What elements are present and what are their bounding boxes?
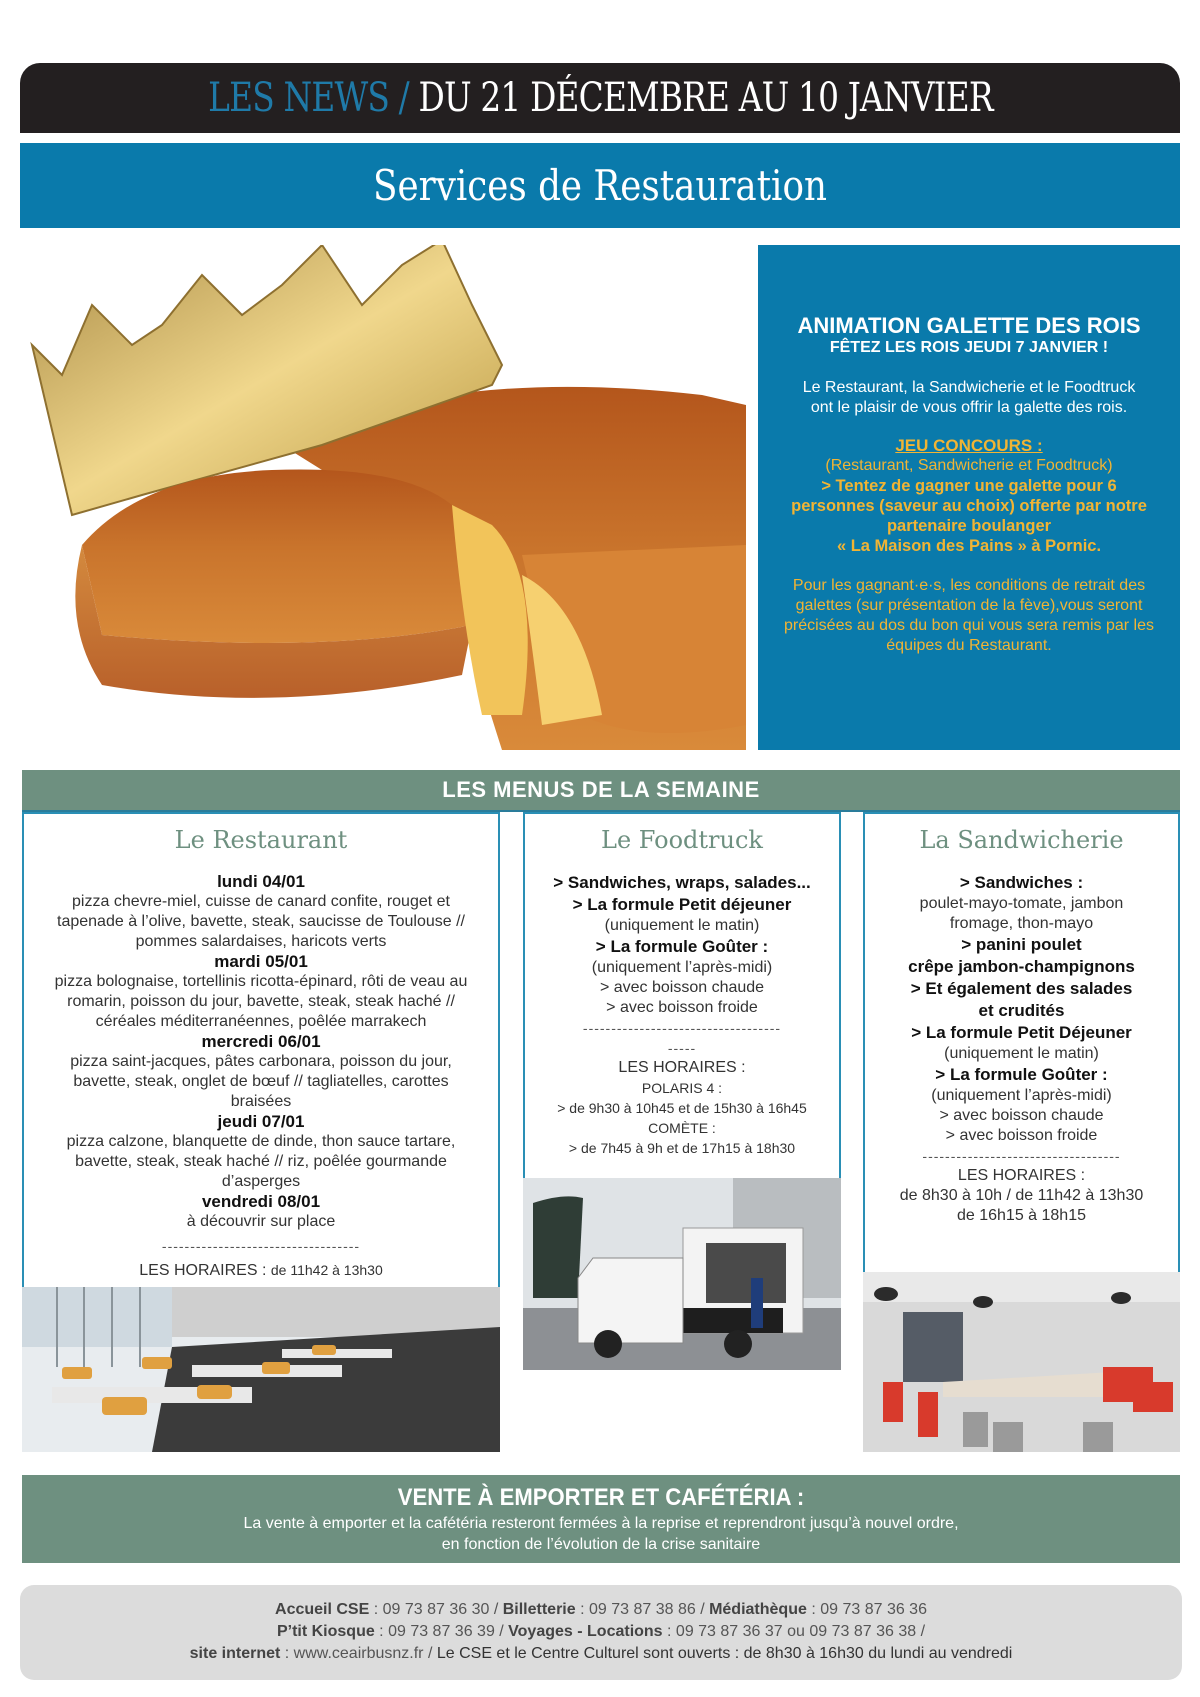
galette-promo-box: [758, 245, 1180, 750]
sandwicherie-note: (uniquement l’après-midi): [931, 1087, 1112, 1104]
foodtruck-image-icon: [523, 1178, 841, 1370]
menus-band-title: LES MENUS DE LA SEMAINE: [442, 777, 760, 802]
foodtruck-note: > avec boisson froide: [606, 999, 758, 1016]
accueil-phone: : 09 73 87 36 30 /: [369, 1601, 503, 1618]
promo-subtitle: FÊTEZ LES ROIS JEUDI 7 JANVIER !: [829, 339, 1109, 356]
sandwicherie-title: La Sandwicherie: [919, 826, 1124, 854]
restaurant-title: Le Restaurant: [174, 826, 348, 854]
dashed-separator: -----------------------------------: [161, 1238, 361, 1254]
day-label: mardi 05/01: [214, 952, 308, 971]
section-title: Services de Restauration: [373, 161, 827, 210]
sandwicherie-item: et crudités: [978, 1001, 1065, 1020]
sandwicherie-note: (uniquement le matin): [944, 1045, 1099, 1062]
sandwicherie-note: poulet-mayo-tomate, jambon: [919, 895, 1124, 912]
voyages-phone: : 09 73 87 36 37 ou 09 73 87 36 38 /: [662, 1623, 926, 1640]
day-menu: pizza chevre-miel, cuisse de canard confite, rouget et tapenade à l’olive, bavette, steak, saucisse de Toulouse // pommes salardaises, haricots verts: [57, 893, 465, 950]
kiosque-phone: : 09 73 87 36 39 /: [374, 1623, 509, 1640]
restaurant-room-image-icon: [22, 1287, 500, 1452]
restaurant-photo: [22, 1287, 500, 1452]
foodtruck-photo: [523, 1178, 841, 1370]
voyages-label: Voyages - Locations: [508, 1623, 663, 1640]
sandwicherie-hours: de 8h30 à 10h / de 11h42 à 13h30: [899, 1187, 1144, 1204]
restaurant-column: [22, 812, 500, 1289]
sandwicherie-note: fromage, thon-mayo: [949, 915, 1094, 932]
billetterie-phone: : 09 73 87 38 86 /: [575, 1601, 710, 1618]
restaurant-day: [24, 1032, 498, 1112]
promo-title: ANIMATION GALETTE DES ROIS: [797, 313, 1141, 338]
day-menu: pizza saint-jacques, pâtes carbonara, poisson du jour, bavette, steak, onglet de bœuf // tagliatelles, carottes braisées: [70, 1053, 452, 1110]
kiosque-label: P’tit Kiosque: [276, 1623, 375, 1640]
sandwicherie-note: > avec boisson chaude: [939, 1107, 1104, 1124]
sandwicherie-item: > Et également des salades: [910, 979, 1133, 998]
billetterie-label: Billetterie: [502, 1601, 576, 1618]
restaurant-day: [24, 1112, 498, 1192]
menus-band: [22, 770, 1180, 812]
galette-photo: [22, 245, 746, 750]
foodtruck-site-hours: > de 9h30 à 10h45 et de 15h30 à 16h45: [557, 1100, 807, 1116]
footer-line: [20, 1643, 1182, 1665]
restaurant-day: [24, 1192, 498, 1232]
footer-line: [20, 1599, 1182, 1621]
hours-label: LES HORAIRES :: [139, 1262, 267, 1279]
vente-text: La vente à emporter et la cafétéria resteront fermées à la reprise et reprendront jusqu’à nouvel ordre,: [243, 1515, 959, 1532]
contest-line: partenaire boulanger: [886, 517, 1052, 535]
dashed-separator: -----------------------------------: [922, 1148, 1121, 1164]
day-label: lundi 04/01: [217, 872, 305, 891]
mediatheque-label: Médiathèque: [709, 1601, 807, 1618]
foodtruck-note: (uniquement l’après-midi): [591, 959, 773, 976]
sandwicherie-item: > panini poulet: [961, 935, 1082, 954]
sandwicherie-item: crêpe jambon-champignons: [908, 957, 1135, 976]
sandwicherie-note: > avec boisson froide: [945, 1127, 1098, 1144]
sandwicherie-item: > La formule Petit Déjeuner: [911, 1023, 1132, 1042]
foodtruck-column: [523, 812, 841, 1180]
mediatheque-phone: : 09 73 87 36 36: [806, 1601, 927, 1618]
foodtruck-item: > La formule Petit déjeuner: [572, 895, 792, 914]
site-url-link[interactable]: : www.ceairbusnz.fr /: [280, 1645, 437, 1662]
foodtruck-title: Le Foodtruck: [601, 826, 763, 854]
day-menu: pizza bolognaise, tortellinis ricotta-épinard, rôti de veau au romarin, poisson du jour, bavette, steak, steak haché // céréales méditerranéennes, poêlée marrakech: [54, 973, 468, 1030]
promo-intro: [758, 378, 1180, 418]
date-range: DU 21 DÉCEMBRE AU 10 JANVIER: [417, 75, 993, 121]
day-label: jeudi 07/01: [217, 1112, 305, 1131]
foodtruck-note: (uniquement le matin): [604, 917, 760, 934]
contest-label: JEU CONCOURS :: [895, 436, 1043, 455]
foodtruck-site: POLARIS 4 :: [641, 1080, 723, 1096]
foodtruck-hours-label: LES HORAIRES :: [618, 1059, 746, 1076]
vente-text: en fonction de l’évolution de la crise sanitaire: [441, 1536, 761, 1553]
foodtruck-note: > avec boisson chaude: [599, 979, 765, 996]
vente-title: VENTE À EMPORTER ET CAFÉTÉRIA :: [397, 1484, 805, 1511]
sandwicherie-room-image-icon: [863, 1272, 1180, 1452]
news-header-bar: [20, 63, 1180, 133]
sandwicherie-item: > Sandwiches :: [959, 873, 1084, 892]
contest-scope: (Restaurant, Sandwicherie et Foodtruck): [825, 457, 1113, 474]
foodtruck-item: > Sandwiches, wraps, salades...: [553, 873, 811, 892]
contact-footer: [20, 1585, 1182, 1680]
galette-image-icon: [22, 245, 746, 750]
restaurant-hours: [24, 1260, 498, 1281]
opening-hours: Le CSE et le Centre Culturel sont ouverts : de 8h30 à 16h30 du lundi au vendredi: [436, 1645, 1013, 1662]
sandwicherie-column: [863, 812, 1180, 1274]
section-title-bar: [20, 143, 1180, 228]
news-label: LES NEWS /: [207, 75, 409, 121]
footer-line: [20, 1621, 1182, 1643]
site-label: site internet: [189, 1645, 281, 1662]
sandwicherie-hours-label: LES HORAIRES :: [957, 1167, 1086, 1184]
restaurant-day: [24, 952, 498, 1032]
foodtruck-site: COMÈTE :: [648, 1120, 716, 1136]
contest-line: « La Maison des Pains » à Pornic.: [836, 537, 1102, 555]
restaurant-day: [24, 872, 498, 952]
sandwicherie-item: > La formule Goûter :: [935, 1065, 1108, 1084]
vente-emporter-band: [22, 1475, 1180, 1563]
foodtruck-item: > La formule Goûter :: [595, 937, 769, 956]
dashed-separator: -----------------------------------: [582, 1020, 782, 1036]
promo-intro-line: Le Restaurant, la Sandwicherie et le Foodtruck: [802, 379, 1136, 396]
dashed-separator: -----: [667, 1040, 697, 1056]
contest-line: personnes (saveur au choix) offerte par notre: [791, 497, 1147, 515]
sandwicherie-hours: de 16h15 à 18h15: [956, 1207, 1086, 1224]
foodtruck-site-hours: > de 7h45 à 9h et de 17h15 à 18h30: [568, 1140, 796, 1156]
day-label: mercredi 06/01: [201, 1032, 321, 1051]
accueil-label: Accueil CSE: [275, 1601, 370, 1618]
news-title: [208, 75, 993, 121]
day-menu: pizza calzone, blanquette de dinde, thon sauce tartare, bavette, steak, steak haché // riz, poêlée gourmande d’asperges: [66, 1133, 456, 1190]
sandwicherie-photo: [863, 1272, 1180, 1452]
day-label: vendredi 08/01: [201, 1192, 321, 1211]
day-menu: à découvrir sur place: [186, 1213, 336, 1230]
promo-intro-line: ont le plaisir de vous offrir la galette des rois.: [810, 399, 1128, 416]
hours-value: de 11h42 à 13h30: [270, 1262, 383, 1278]
contest-line: > Tentez de gagner une galette pour 6: [821, 477, 1117, 495]
contest-conditions: Pour les gagnant·e·s, les conditions de retrait des galettes (sur présentation de la fève),vous seront précisées au dos du bon qui vous sera remis par les équipes du Restaurant.: [784, 577, 1154, 654]
